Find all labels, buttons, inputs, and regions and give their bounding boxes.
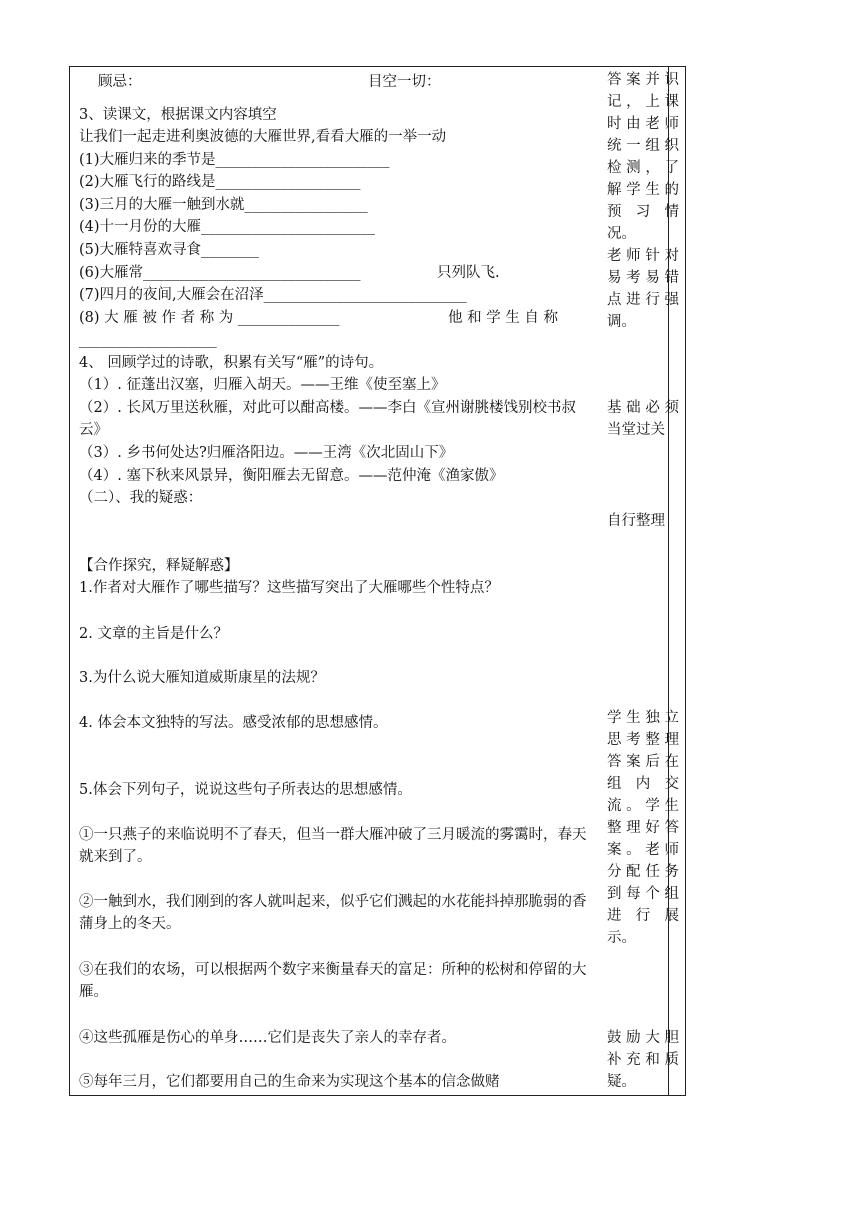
- fill-q5: (5)大雁特喜欢寻食________: [79, 242, 260, 258]
- explore-q1: 1.作者对大雁作了哪些描写？这些描写突出了大雁哪些个性特点？: [79, 580, 499, 596]
- sentence-4: ④这些孤雁是伤心的单身……它们是丧失了亲人的幸存者。: [79, 1030, 456, 1046]
- header-left: 顾忌：: [98, 74, 142, 90]
- explore-q3: 3.为什么说大雁知道威斯康星的法规？: [79, 670, 325, 686]
- fill-q4: (4)十一月份的大雁________________________: [79, 219, 376, 235]
- fill-q6-tail: 只列队飞.: [437, 265, 500, 281]
- lesson-table: [69, 66, 686, 1096]
- poem-3: （3）. 乡书何处达?归雁洛阳边。——王湾《次北固山下》: [79, 445, 454, 461]
- section3-title: 3、读课文，根据课文内容填空: [79, 107, 277, 123]
- fill-q8-blank: ___________________: [79, 332, 217, 348]
- fill-q8-tail: 他 和 学 生 自 称: [448, 310, 559, 326]
- doubts-title: （二）、我的疑惑：: [79, 490, 203, 506]
- section4-title: 4、 回顾学过的诗歌，积累有关写“雁”的诗句。: [79, 355, 384, 371]
- section3-intro: 让我们一起走进利奥波德的大雁世界,看看大雁的一举一动: [79, 129, 447, 145]
- explore-q5: 5.体会下列句子，说说这些句子所表达的思想感情。: [79, 782, 412, 798]
- note-basics: 基础必须当堂过关: [607, 400, 679, 438]
- sentence-5: ⑤每年三月，它们都要用自己的生命来为实现这个基本的信念做赌: [79, 1074, 500, 1090]
- note-preview-check: 答案并识记，上课时由老师统一组织检测，了解学生的预习情况。: [607, 72, 679, 242]
- fill-q6: (6)大雁常______________________________: [79, 265, 361, 281]
- poem-1: （1）. 征蓬出汉塞，归雁入胡天。——王维《使至塞上》: [79, 377, 446, 393]
- fill-q1: (1)大雁归来的季节是________________________: [79, 152, 390, 168]
- fill-q7: (7)四月的夜间,大雁会在沼泽____________________________: [79, 287, 467, 303]
- poem-2: （2）. 长风万里送秋雁，对此可以酣高楼。——李白《宣州谢朓楼饯别校书叔云》: [79, 400, 576, 438]
- note-self-organize: 自行整理: [607, 513, 665, 529]
- explore-q4: 4. 体会本文独特的写法。感受浓郁的思想感情。: [79, 715, 388, 731]
- explore-q2: 2. 文章的主旨是什么？: [79, 626, 228, 642]
- fill-q8: (8) 大 雁 被 作 者 称 为 ______________: [79, 310, 340, 326]
- explore-title: 【合作探究，释疑解惑】: [79, 558, 239, 574]
- sentence-2: ②一触到水，我们刚到的客人就叫起来，似乎它们溅起的水花能抖掉那脆弱的香蒲身上的冬天。: [79, 894, 587, 932]
- fill-q3: (3)三月的大雁一触到水就_________________: [79, 197, 368, 213]
- header-right: 目空一切：: [368, 74, 441, 90]
- note-group-work: 学生独立思考整理答案后在组内交流。学生整理好答案。老师分配任务到每个组进行展示。: [607, 710, 679, 946]
- sentence-1: ①一只燕子的来临说明不了春天，但当一群大雁冲破了三月暖流的雾霭时，春天就来到了。: [79, 827, 587, 865]
- poem-4: （4）. 塞下秋来风景异，衡阳雁去无留意。——范仲淹《渔家傲》: [79, 468, 504, 484]
- note-encourage: 鼓励大胆补充和质疑。: [607, 1030, 679, 1090]
- note-emphasis: 老师针对易考易错点进行强调。: [607, 248, 679, 330]
- sentence-3: ③在我们的农场，可以根据两个数字来衡量春天的富足：所种的松树和停留的大雁。: [79, 962, 587, 1000]
- fill-q2: (2)大雁飞行的路线是____________________: [79, 174, 361, 190]
